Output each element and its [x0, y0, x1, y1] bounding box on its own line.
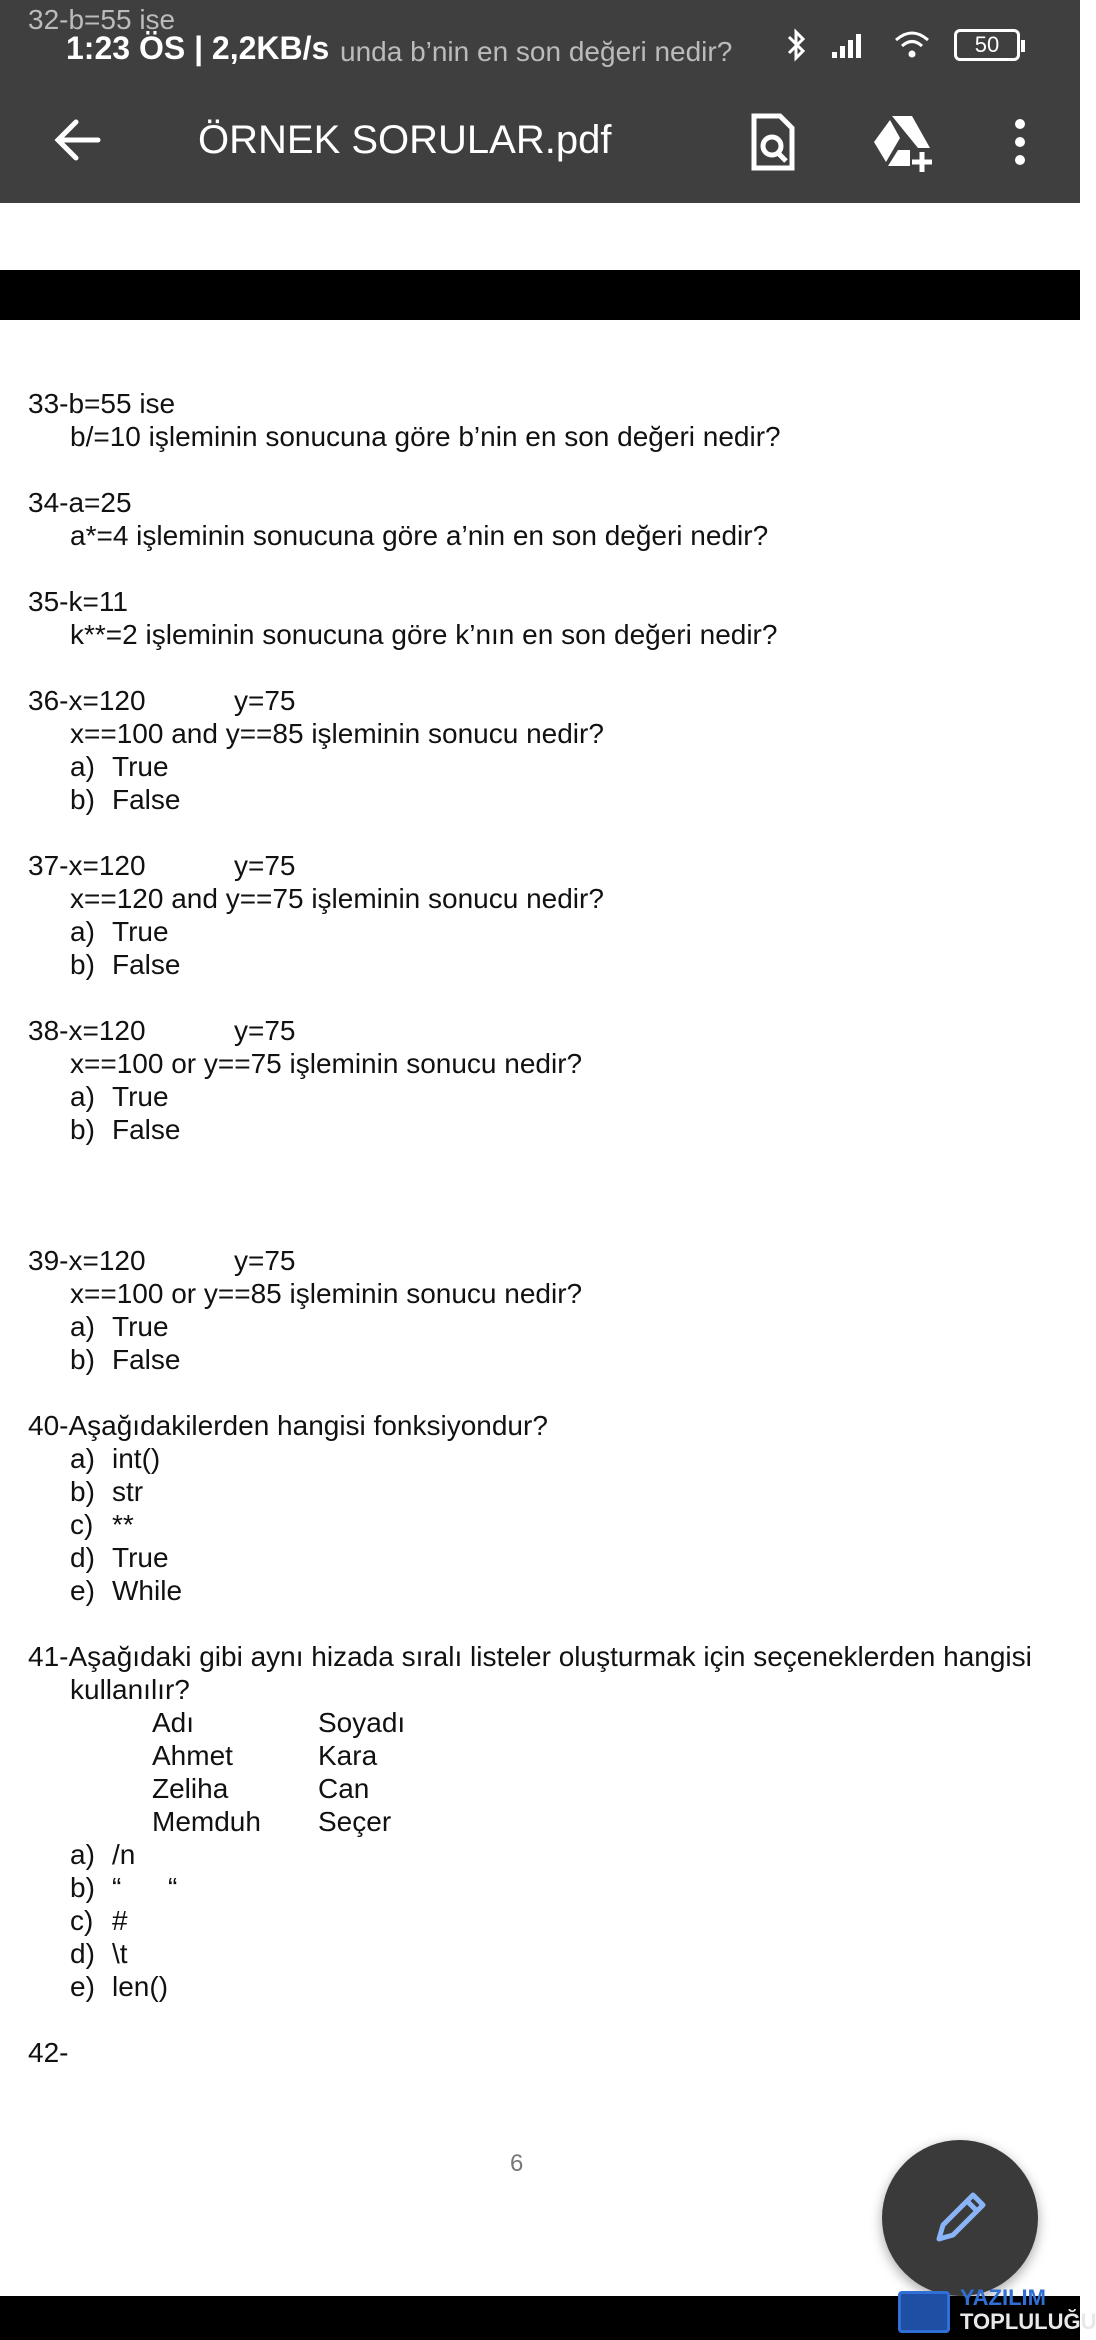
question-39-option-b: False [112, 1344, 181, 1375]
pencil-icon [927, 2185, 993, 2251]
table-cell: Can [318, 1773, 370, 1804]
question-36-option-b: False [112, 784, 181, 815]
back-arrow-icon[interactable] [48, 110, 108, 170]
question-35-text: k**=2 işleminin sonucuna göre k’nın en son değeri nedir? [70, 619, 778, 650]
question-40-header: 40-Aşağıdakilerden hangisi fonksiyondur? [28, 1410, 548, 1441]
question-34-header: 34-a=25 [28, 487, 132, 518]
option-letter: a) [70, 1839, 95, 1870]
option-letter: a) [70, 1443, 95, 1474]
question-36-option-a: True [112, 751, 169, 782]
question-37-option-b: False [112, 949, 181, 980]
question-41-option-a: /n [112, 1839, 136, 1870]
add-to-drive-icon[interactable] [870, 110, 934, 174]
question-40-option-a: int() [112, 1443, 161, 1474]
pdf-toolbar [0, 80, 1080, 203]
watermark-logo [890, 2285, 1096, 2340]
find-in-document-icon[interactable] [740, 110, 804, 174]
option-letter: d) [70, 1542, 95, 1573]
more-options-icon[interactable] [1000, 110, 1040, 174]
table-cell: Soyadı [318, 1707, 406, 1738]
question-39-text: x==100 or y==85 işleminin sonucu nedir? [70, 1278, 583, 1309]
option-letter: b) [70, 949, 95, 980]
option-letter: a) [70, 1311, 95, 1342]
table-cell: Adı [152, 1707, 195, 1738]
option-letter: b) [70, 1872, 95, 1903]
battery-icon: 50 [954, 29, 1020, 61]
table-cell: Ahmet [152, 1740, 233, 1771]
question-41-option-c: # [112, 1905, 128, 1936]
question-41-option-b: “ “ [112, 1872, 178, 1903]
table-cell: Kara [318, 1740, 378, 1771]
ghost-q32-tail: unda b’nin en son değeri nedir? [340, 36, 733, 67]
watermark-line2: TOPLULUĞU [960, 2309, 1096, 2334]
table-cell: Seçer [318, 1806, 392, 1837]
status-time: 1:23 ÖS | 2,2KB/s [66, 30, 330, 66]
option-letter: c) [70, 1509, 94, 1540]
question-39-header-y: y=75 [234, 1245, 296, 1276]
option-letter: c) [70, 1905, 94, 1936]
ghost-q32-header: 32-b=55 ise [28, 4, 176, 35]
question-38-text: x==100 or y==75 işleminin sonucu nedir? [70, 1048, 583, 1079]
question-34-text: a*=4 işleminin sonucuna göre a’nin en son değeri nedir? [70, 520, 769, 551]
table-cell: Zeliha [152, 1773, 229, 1804]
question-40-option-b: str [112, 1476, 144, 1507]
page-number: 6 [510, 2150, 524, 2177]
question-39-header: 39-x=120 [28, 1245, 146, 1276]
option-letter: b) [70, 1344, 95, 1375]
status-bar [0, 0, 1080, 80]
question-38-header: 38-x=120 [28, 1015, 146, 1046]
question-41-header: 41-Aşağıdaki gibi aynı hizada sıralı listeler oluşturmak için seçeneklerden hangisi [28, 1641, 1032, 1672]
bluetooth-icon [786, 28, 808, 62]
watermark-line1: YAZILIM [960, 2285, 1046, 2310]
option-letter: d) [70, 1938, 95, 1969]
question-37-header-y: y=75 [234, 850, 296, 881]
question-42-header: 42- [28, 2037, 69, 2068]
option-letter: a) [70, 916, 95, 947]
question-40-option-d: True [112, 1542, 169, 1573]
signal-icon [830, 30, 870, 60]
option-letter: a) [70, 1081, 95, 1112]
option-letter: b) [70, 1476, 95, 1507]
option-letter: a) [70, 751, 95, 782]
option-letter: b) [70, 1114, 95, 1145]
question-36-header: 36-x=120 [28, 685, 146, 716]
option-letter: b) [70, 784, 95, 815]
question-36-text: x==100 and y==85 işleminin sonucu nedir? [70, 718, 604, 749]
question-38-option-b: False [112, 1114, 181, 1145]
question-41-option-e: len() [112, 1971, 169, 2002]
option-letter: e) [70, 1575, 95, 1606]
question-37-option-a: True [112, 916, 169, 947]
question-33-text: b/=10 işleminin sonucuna göre b’nin en son değeri nedir? [70, 421, 781, 452]
edit-fab-button[interactable] [882, 2140, 1038, 2296]
question-40-option-e: While [112, 1575, 183, 1606]
question-35-header: 35-k=11 [28, 586, 128, 617]
question-38-option-a: True [112, 1081, 169, 1112]
question-38-header-y: y=75 [234, 1015, 296, 1046]
monitor-logo-icon [898, 2291, 950, 2333]
question-40-option-c: ** [112, 1509, 134, 1540]
table-cell: Memduh [152, 1806, 261, 1837]
wifi-icon [892, 30, 932, 60]
question-41-option-d: \t [112, 1938, 128, 1969]
question-33-header: 33-b=55 ise [28, 388, 176, 419]
document-title: ÖRNEK SORULAR.pdf [198, 118, 612, 162]
option-letter: e) [70, 1971, 95, 2002]
question-37-text: x==120 and y==75 işleminin sonucu nedir? [70, 883, 604, 914]
page-separator [0, 270, 1080, 320]
status-icons [786, 28, 1020, 62]
question-36-header-y: y=75 [234, 685, 296, 716]
question-37-header: 37-x=120 [28, 850, 146, 881]
question-39-option-a: True [112, 1311, 169, 1342]
question-41-header-cont: kullanılır? [70, 1674, 190, 1705]
